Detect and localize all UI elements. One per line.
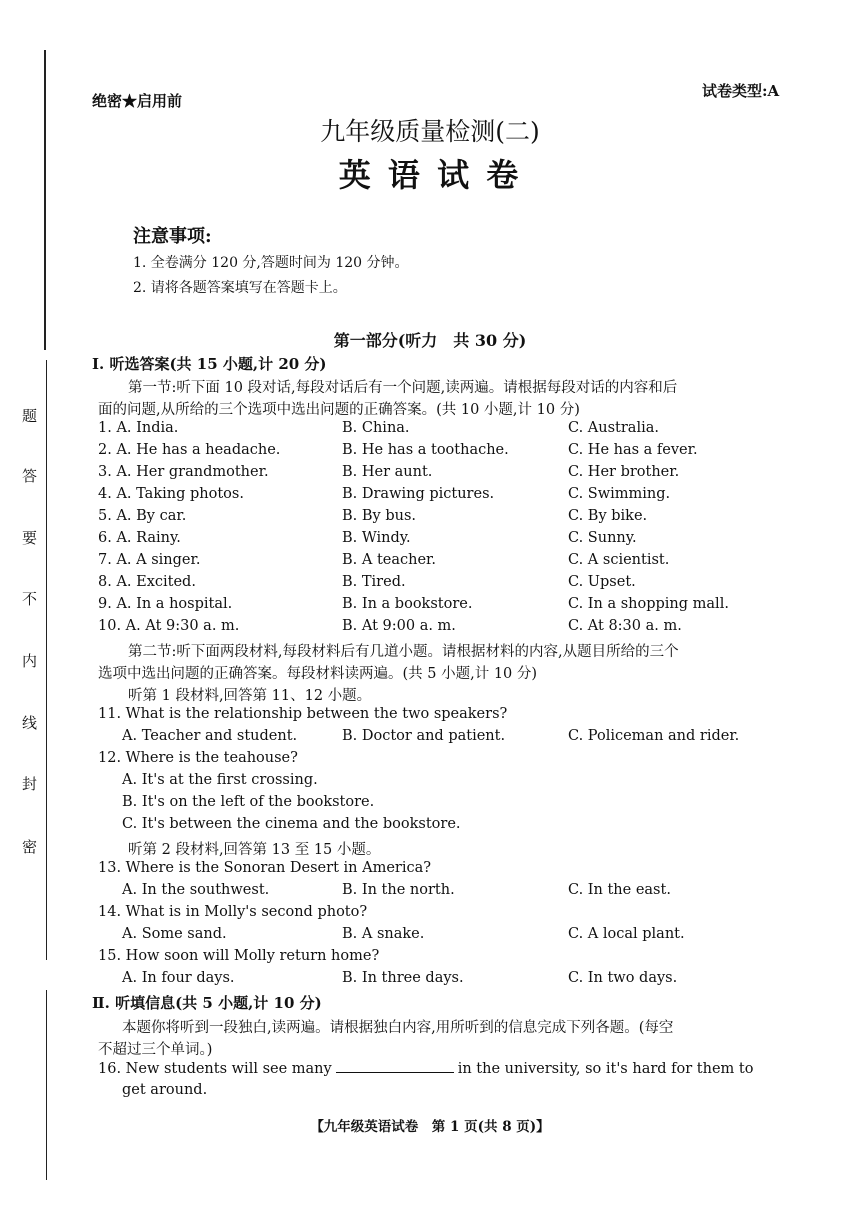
question-option-c: C. Sunny. — [568, 530, 637, 546]
question-option-c: C. A scientist. — [568, 552, 670, 568]
question-option-b: B. Doctor and patient. — [342, 728, 506, 744]
question-option-a: A. It's at the first crossing. — [122, 772, 318, 788]
question-option-c: C. Policeman and rider. — [568, 728, 740, 744]
question-option-b: B. He has a toothache. — [342, 442, 509, 458]
binding-line-middle — [46, 360, 47, 960]
question-option-c: C. Her brother. — [568, 464, 680, 480]
subsection2-instruction: 第二节:听下面两段材料,每段材料后有几道小题。请根据材料的内容,从题目所给的三个 — [128, 644, 679, 660]
question-option-a: A. Teacher and student. — [122, 728, 298, 744]
notes-heading: 注意事项: — [133, 226, 212, 247]
question-option-b: B. In the north. — [342, 882, 455, 898]
answer-blank[interactable] — [336, 1060, 454, 1073]
paper-type-label: 试卷类型:A — [702, 82, 780, 100]
question-option-b: B. China. — [342, 420, 410, 436]
question-option-c: C. He has a fever. — [568, 442, 698, 458]
question-option-c: C. In the east. — [568, 882, 671, 898]
question-option-c: C. Australia. — [568, 420, 659, 436]
question-option-b: B. Her aunt. — [342, 464, 433, 480]
question-option-c: C. At 8:30 a. m. — [568, 618, 682, 634]
seal-char: 封 — [22, 775, 38, 793]
question-text: get around. — [122, 1082, 208, 1098]
question-option-a: 4. A. Taking photos. — [98, 486, 244, 502]
part1-title: 第一部分(听力 共 30 分) — [333, 331, 527, 350]
question-option-c: C. In a shopping mall. — [568, 596, 729, 612]
question-option-c: C. It's between the cinema and the bookstore. — [122, 816, 461, 832]
question-option-a: 5. A. By car. — [98, 508, 187, 524]
question-option-b: B. A teacher. — [342, 552, 436, 568]
section2-heading: Ⅱ. 听填信息(共 5 小题,计 10 分) — [92, 994, 322, 1012]
confidential-label: 绝密★启用前 — [92, 92, 183, 110]
question-option-a: 8. A. Excited. — [98, 574, 196, 590]
seal-char: 不 — [22, 590, 38, 608]
question-stem: 12. Where is the teahouse? — [98, 750, 298, 766]
question-option-a: 9. A. In a hospital. — [98, 596, 233, 612]
question-option-a: 3. A. Her grandmother. — [98, 464, 269, 480]
exam-title: 九年级质量检测(二) — [320, 117, 540, 146]
question-option-a: 2. A. He has a headache. — [98, 442, 281, 458]
section2-instruction: 不超过三个单词。) — [98, 1042, 213, 1058]
seal-char: 线 — [22, 714, 38, 732]
question-option-b: B. Drawing pictures. — [342, 486, 495, 502]
question-option-a: 1. A. India. — [98, 420, 179, 436]
question-option-c: C. Upset. — [568, 574, 636, 590]
material-label: 听第 1 段材料,回答第 11、12 小题。 — [128, 688, 372, 704]
subsection2-instruction: 选项中选出问题的正确答案。每段材料读两遍。(共 5 小题,计 10 分) — [98, 666, 538, 682]
question-option-a: 7. A. A singer. — [98, 552, 201, 568]
subsection1-instruction: 第一节:听下面 10 段对话,每段对话后有一个问题,读两遍。请根据每段对话的内容和后 — [128, 380, 678, 396]
note-item: 2. 请将各题答案填写在答题卡上。 — [133, 280, 347, 296]
question-stem: 13. Where is the Sonoran Desert in America? — [98, 860, 432, 876]
seal-char: 密 — [22, 838, 38, 856]
seal-char: 内 — [22, 652, 38, 670]
binding-line-top — [44, 50, 46, 350]
question-option-b: B. At 9:00 a. m. — [342, 618, 456, 634]
fill-in-question — [98, 1060, 753, 1077]
question-stem: 14. What is in Molly's second photo? — [98, 904, 368, 920]
binding-line-bottom — [46, 990, 47, 1180]
page-footer: 【九年级英语试卷 第 1 页(共 8 页)】 — [310, 1119, 550, 1135]
seal-char: 要 — [22, 529, 38, 547]
question-option-b: B. A snake. — [342, 926, 425, 942]
question-option-b: B. Tired. — [342, 574, 406, 590]
question-option-a: 6. A. Rainy. — [98, 530, 181, 546]
seal-char: 题 — [22, 407, 38, 425]
question-option-b: B. In a bookstore. — [342, 596, 473, 612]
question-option-b: B. In three days. — [342, 970, 464, 986]
subject-title: 英 语 试 卷 — [338, 156, 522, 194]
question-text: in the university, so it's hard for them to — [457, 1061, 754, 1077]
question-option-b: B. It's on the left of the bookstore. — [122, 794, 375, 810]
question-stem: 11. What is the relationship between the two speakers? — [98, 706, 508, 722]
question-option-c: C. By bike. — [568, 508, 648, 524]
question-option-c: C. A local plant. — [568, 926, 685, 942]
question-option-a: A. Some sand. — [122, 926, 227, 942]
question-option-a: A. In four days. — [122, 970, 235, 986]
subsection1-instruction: 面的问题,从所给的三个选项中选出问题的正确答案。(共 10 小题,计 10 分) — [98, 402, 580, 418]
question-option-a: 10. A. At 9:30 a. m. — [98, 618, 240, 634]
section1-heading: Ⅰ. 听选答案(共 15 小题,计 20 分) — [92, 355, 327, 373]
question-option-b: B. By bus. — [342, 508, 417, 524]
material-label: 听第 2 段材料,回答第 13 至 15 小题。 — [128, 842, 381, 858]
question-stem: 15. How soon will Molly return home? — [98, 948, 380, 964]
question-text: 16. New students will see many — [98, 1061, 332, 1077]
question-option-c: C. In two days. — [568, 970, 678, 986]
section2-instruction: 本题你将听到一段独白,读两遍。请根据独白内容,用所听到的信息完成下列各题。(每空 — [122, 1020, 674, 1036]
note-item: 1. 全卷满分 120 分,答题时间为 120 分钟。 — [133, 255, 409, 271]
question-option-c: C. Swimming. — [568, 486, 671, 502]
question-option-b: B. Windy. — [342, 530, 411, 546]
question-option-a: A. In the southwest. — [122, 882, 270, 898]
seal-char: 答 — [22, 467, 38, 485]
